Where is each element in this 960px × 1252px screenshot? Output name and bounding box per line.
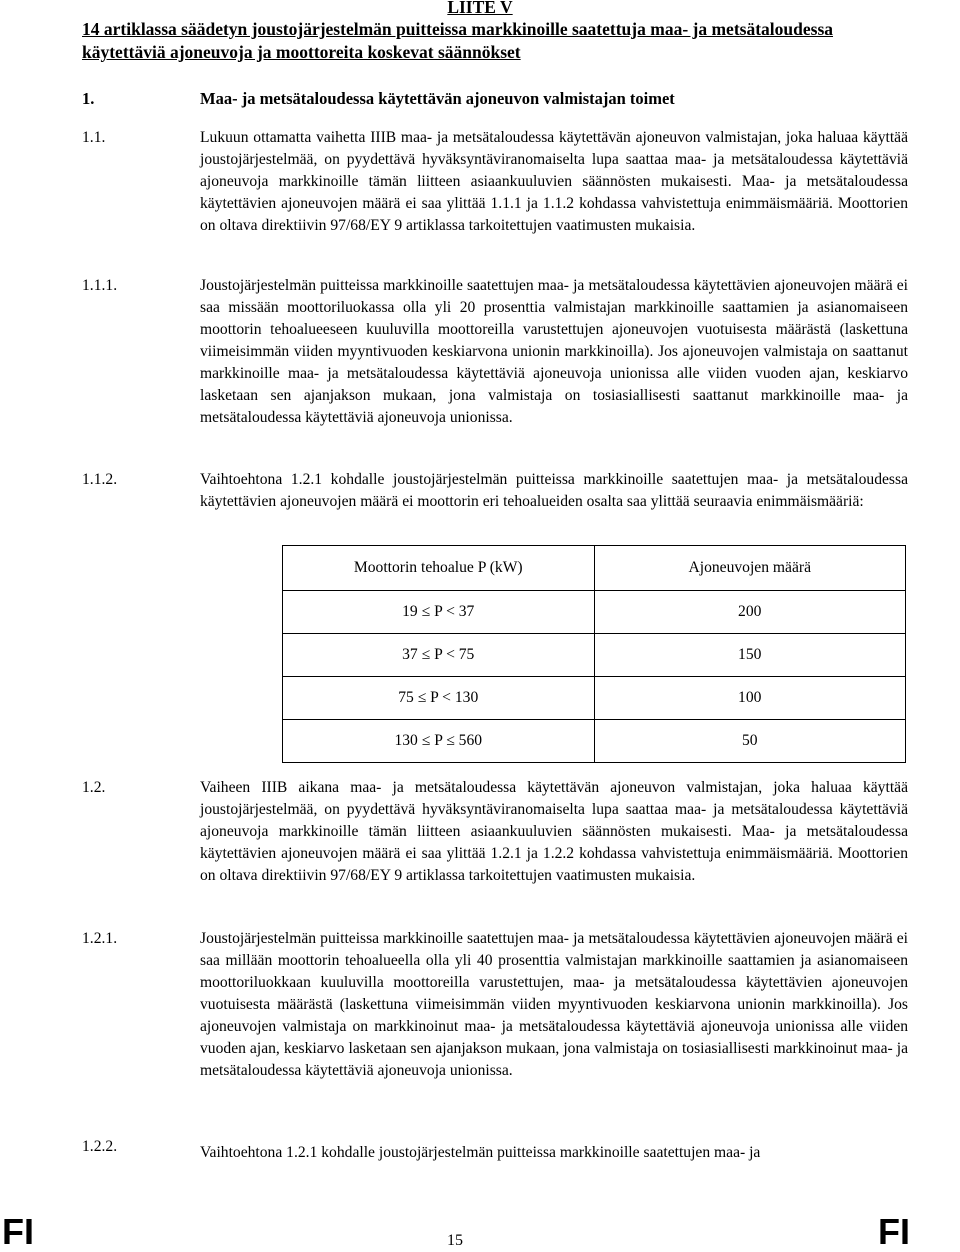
paragraph-number: 1.1.1. bbox=[82, 277, 118, 294]
footer-language-code-left: FI bbox=[2, 1211, 34, 1252]
engine-power-table bbox=[282, 545, 906, 763]
paragraph-text: Vaihtoehtona 1.2.1 kohdalle joustojärjestelmän puitteissa markkinoille saatettujen maa- ja bbox=[200, 1144, 761, 1161]
table-cell-vehicle-count: 100 bbox=[594, 677, 906, 720]
table-cell-power-range: 19 ≤ P < 37 bbox=[283, 591, 595, 634]
section-heading-text: Maa- ja metsätaloudessa käytettävän ajoneuvon valmistajan toimet bbox=[200, 89, 675, 108]
footer-language-code-right: FI bbox=[878, 1211, 910, 1252]
section-number: 1. bbox=[82, 89, 95, 108]
paragraph-1-2-1 bbox=[82, 928, 908, 1082]
table-header-row bbox=[283, 546, 906, 591]
paragraph-1-1-1 bbox=[82, 275, 908, 429]
paragraph-number: 1.1.2. bbox=[82, 471, 118, 488]
paragraph-number: 1.2.2. bbox=[82, 1138, 118, 1155]
table-row bbox=[283, 677, 906, 720]
paragraph-1-1-2 bbox=[82, 469, 908, 513]
paragraph-text: Joustojärjestelmän puitteissa markkinoille saatettujen maa- ja metsätaloudessa käytettävien ajoneuvojen määrä ei saa missään moottoriluokassa olla yli 20 prosenttia valmistajan markkinoille saattamien ja asianomaiseen moottorin tehoalueeseen kuuluvilla moottoreilla varustettujen ajoneuvojen vuotuisesta määrästä (laskettuna viimeisimmän viiden myyntivuoden keskiarvona unionin markkinoilla). Jos ajoneuvojen valmistaja on saattanut markkinoille maa- ja metsätaloudessa käytettäviä ajoneuvoja unionissa alle viiden vuoden ajan, keskiarvo lasketaan sen ajanjakson mukaan, jona valmistaja on tosiasiallisesti saattanut markkinoille maa- ja metsätaloudessa käytettäviä ajoneuvoja unionissa. bbox=[200, 277, 908, 426]
table-cell-power-range: 37 ≤ P < 75 bbox=[283, 634, 595, 677]
paragraph-number: 1.2.1. bbox=[82, 930, 118, 947]
paragraph-number: 1.2. bbox=[82, 779, 106, 796]
section-heading-1 bbox=[82, 88, 922, 110]
table-cell-vehicle-count: 50 bbox=[594, 720, 906, 763]
annex-label bbox=[0, 0, 960, 18]
paragraph-text: Vaiheen IIIB aikana maa- ja metsätaloudessa käytettävän ajoneuvon valmistajan, joka haluaa käyttää joustojärjestelmää, on pyydettävä hyväksyntäviranomaiselta lupa saattaa maa- ja metsätaloudessa käytettäviä ajoneuvoja markkinoille tämän liitteen asiaankuuluvien säännösten mukaisesti. Maa- ja metsätaloudessa käytettävien ajoneuvojen määrä ei saa ylittää 1.2.1 ja 1.2.2 kohdassa vahvistettuja enimmäismääriä. Moottorien on oltava direktiivin 97/68/EY 9 artiklassa tarkoitettujen vaatimusten mukaisia. bbox=[200, 779, 908, 884]
table-cell-power-range: 130 ≤ P ≤ 560 bbox=[283, 720, 595, 763]
table-row bbox=[283, 720, 906, 763]
paragraph-1-1 bbox=[82, 127, 908, 237]
table-header-vehicle-count: Ajoneuvojen määrä bbox=[594, 546, 906, 591]
paragraph-text: Lukuun ottamatta vaihetta IIIB maa- ja metsätaloudessa käytettävän ajoneuvon valmistajan, joka haluaa käyttää joustojärjestelmää, on pyydettävä hyväksyntäviranomaiselta lupa saattaa maa- ja metsätaloudessa käytettäviä ajoneuvoja markkinoille tämän liitteen asiaankuuluvien säännösten mukaisesti. Maa- ja metsätaloudessa käytettävien ajoneuvojen määrä ei saa ylittää 1.1.1 ja 1.1.2 kohdassa vahvistettuja enimmäismääriä. Moottorien on oltava direktiivin 97/68/EY 9 artiklassa tarkoitettujen vaatimusten mukaisia. bbox=[200, 129, 908, 234]
paragraph-1-2 bbox=[82, 777, 908, 887]
table-row bbox=[283, 591, 906, 634]
table-cell-vehicle-count: 200 bbox=[594, 591, 906, 634]
table-cell-vehicle-count: 150 bbox=[594, 634, 906, 677]
paragraph-text: Vaihtoehtona 1.2.1 kohdalle joustojärjestelmän puitteissa markkinoille saatettujen maa- ja metsätaloudessa käytettävien ajoneuvojen määrä ei moottorin eri tehoalueiden osalta saa ylittää seuraavia enimmäismääriä: bbox=[200, 471, 908, 510]
table-cell-power-range: 75 ≤ P < 130 bbox=[283, 677, 595, 720]
table-row bbox=[283, 634, 906, 677]
paragraph-text: Joustojärjestelmän puitteissa markkinoille saatettujen maa- ja metsätaloudessa käytettävien ajoneuvojen määrä ei saa millään moottorin tehoalueella olla yli 40 prosenttia valmistajan markkinoille saattamien ja asianomaiseen moottoriluokkaan kuuluvilla moottoreilla varustettujen, maa- ja metsätaloudessa käytettävien ajoneuvojen vuotuisesta määrästä (laskettuna viimeisimmän viiden myyntivuoden keskiarvona unionin markkinoilla). Jos ajoneuvojen valmistaja on markkinoinut maa- ja metsätaloudessa käytettäviä ajoneuvoja unionissa alle viiden vuoden ajan, keskiarvo lasketaan sen ajanjakson mukaan, jona valmistaja on tosiasiallisesti markkinoinut maa- ja metsätaloudessa käytettäviä ajoneuvoja unionissa. bbox=[200, 930, 908, 1079]
paragraph-number: 1.1. bbox=[82, 129, 106, 146]
page-number: 15 bbox=[447, 1232, 463, 1249]
annex-label-text: LIITE V bbox=[447, 0, 513, 17]
table-header-power-range: Moottorin tehoalue P (kW) bbox=[283, 546, 595, 591]
document-title: 14 artiklassa säädetyn joustojärjestelmän puitteissa markkinoille saatettuja maa- ja metsätaloudessa käytettäviä ajoneuvoja ja moottoreita koskevat säännökset bbox=[82, 19, 834, 62]
paragraph-1-2-2 bbox=[82, 1138, 908, 1164]
